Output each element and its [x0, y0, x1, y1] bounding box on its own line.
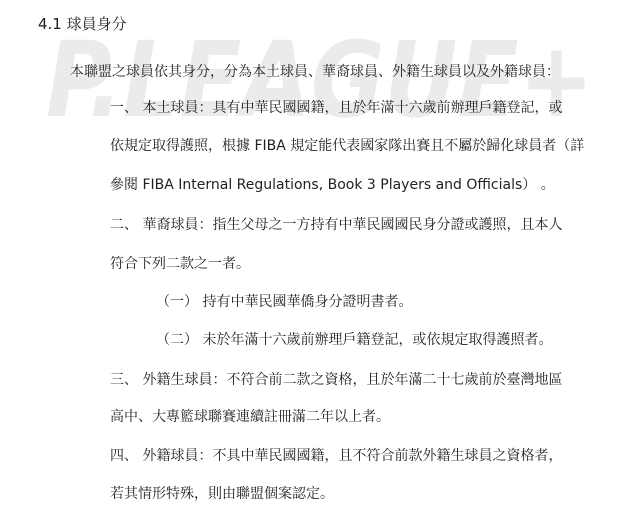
svg-text:P.LEAGUE+: P.LEAGUE+ [46, 20, 594, 130]
intro-paragraph: 本聯盟之球員依其身分，分為本土球員、華裔球員、外籍生球員以及外籍球員： [70, 64, 560, 80]
item-1-line-1: 一、 本土球員：具有中華民國國籍，且於年滿十六歲前辦理戶籍登記，或 [110, 100, 563, 116]
item-2-sub-2: （二） 未於年滿十六歲前辦理戶籍登記，或依規定取得護照者。 [156, 332, 553, 348]
item-4-line-1: 四、 外籍球員：不具中華民國國籍，且不符合前款外籍生球員之資格者， [110, 448, 563, 464]
item-3-line-1: 三、 外籍生球員：不符合前二款之資格，且於年滿二十七歲前於臺灣地區 [110, 372, 563, 388]
item-4-line-2: 若其情形特殊，則由聯盟個案認定。 [110, 486, 334, 502]
item-2-sub-1: （一） 持有中華民國華僑身分證明書者。 [156, 294, 413, 310]
item-1-line-2: 依規定取得護照，根據 FIBA 規定能代表國家隊出賽且不屬於歸化球員者（詳 [110, 138, 585, 154]
item-2-line-1: 二、 華裔球員：指生父母之一方持有中華民國國民身分證或護照，且本人 [110, 217, 563, 233]
item-1-line-3: 參閱 FIBA Internal Regulations, Book 3 Players and Officials） 。 [110, 177, 555, 193]
section-heading: 4.1 球員身分 [38, 15, 127, 33]
item-2-line-2: 符合下列二款之一者。 [110, 256, 250, 272]
item-3-line-2: 高中、大專籃球聯賽連續註冊滿二年以上者。 [110, 409, 390, 425]
